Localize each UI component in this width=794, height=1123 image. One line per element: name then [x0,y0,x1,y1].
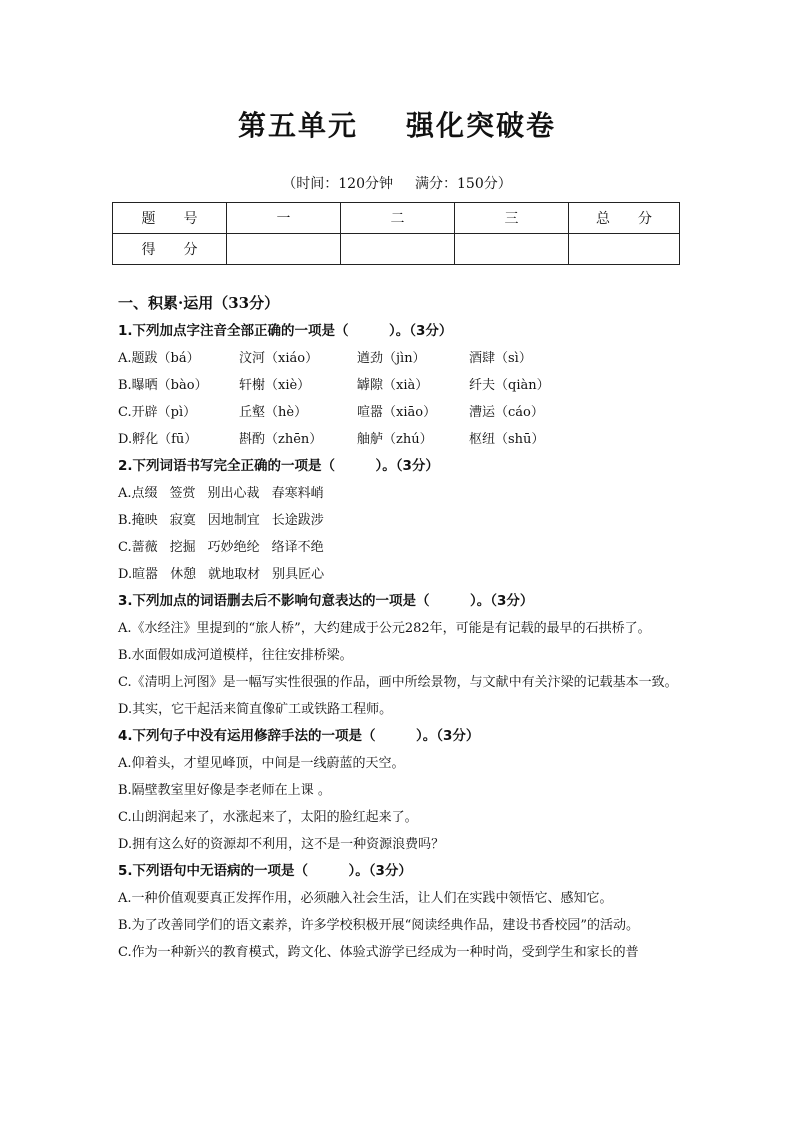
question-3-stem: 3.下列加点的词语删去后不影响句意表达的一项是（ ）。（3分） [118,593,534,609]
option-word: 签赏 [169,486,196,501]
exam-info [0,173,794,193]
header-cell-part-2: 二 [341,203,455,234]
full-score: 满分：150分 [415,176,498,192]
question-1-stem: 1.下列加点字注音全部正确的一项是（ ）。（3分） [118,323,453,339]
option-word: D.暄嚣 [118,567,159,582]
question-5-option-b[interactable]: B.为了改善同学们的语文素养，许多学校积极开展“阅读经典作品，建设书香校园”的活动。 [118,918,639,933]
option-word: 别具匠心 [272,567,325,582]
question-4-option-c[interactable]: C.山朗润起来了，水涨起来了，太阳的脸红起来了。 [118,810,418,825]
option-word: 络译不绝 [271,540,324,555]
question-1-option-a[interactable] [118,345,684,372]
header-cell-part-1: 一 [227,203,341,234]
option-word: C.开辟（pì） [118,405,197,420]
option-word: 就地取材 [208,567,261,582]
option-word: 漕运（cáo） [469,405,544,420]
score-table-score-row [113,234,680,265]
option-word: D.孵化（fū） [118,432,198,447]
option-word: 轩榭（xiè） [239,378,311,393]
option-word: 斟酌（zhēn） [239,432,323,447]
header-cell-total: 总 分 [569,203,680,234]
question-5-option-c[interactable]: C.作为一种新兴的教育模式，跨文化、体验式游学已经成为一种时尚，受到学生和家长的普 [118,945,639,960]
section-heading: 一、积累·运用（33分） [118,294,280,312]
score-cell-part-1[interactable] [227,234,341,265]
option-word: 汶河（xiáo） [239,351,319,366]
option-word: 巧妙绝纶 [207,540,260,555]
question-2-option-a[interactable] [118,480,684,507]
question-5-stem: 5.下列语句中无语病的一项是（ ）。（3分） [118,863,412,879]
score-table-header-row [113,203,680,234]
option-word: 遒劲（jìn） [357,351,426,366]
header-cell-question-number: 题 号 [113,203,227,234]
paren-open: （ [282,176,297,192]
option-word: 寂寞 [169,513,196,528]
option-word: 枢纽（shū） [469,432,545,447]
time-limit: 时间：120分钟 [296,176,393,192]
question-3-option-b[interactable]: B.水面假如成河道模样，往往安排桥梁。 [118,648,353,663]
title-unit: 第五单元 [237,109,358,142]
option-word: 别出心裁 [207,486,260,501]
title-name: 强化突破卷 [406,109,557,142]
question-4-option-b[interactable]: B.隔壁教室里好像是李老师在上课 。 [118,783,331,798]
question-1-option-b[interactable] [118,372,684,399]
option-word: 酒肆（sì） [469,351,532,366]
question-2-stem: 2.下列词语书写完全正确的一项是（ ）。（3分） [118,458,439,474]
question-3-option-d[interactable]: D.其实，它干起活来简直像矿工或铁路工程师。 [118,702,393,717]
option-word: 休憩 [170,567,197,582]
option-word: 挖掘 [169,540,196,555]
question-4-stem: 4.下列句子中没有运用修辞手法的一项是（ ）。（3分） [118,728,480,744]
question-1-option-d[interactable] [118,426,684,453]
question-3-option-a[interactable]: A.《水经注》里提到的“旅人桥”，大约建成于公元282年，可能是有记载的最早的石拱桥了。 [118,621,651,636]
question-1-option-c[interactable] [118,399,684,426]
paren-close: ） [497,176,512,192]
score-cell-total[interactable] [569,234,680,265]
score-table [112,202,680,265]
question-4-option-d[interactable]: D.拥有这么好的资源却不利用，这不是一种资源浪费吗？ [118,837,445,852]
option-word: A.题跋（bá） [118,351,200,366]
score-row-label: 得 分 [113,234,227,265]
question-3-option-c[interactable]: C.《清明上河图》是一幅写实性很强的作品，画中所绘景物，与文献中有关汴梁的记载基本一致。 [118,675,678,690]
option-word: 春寒料峭 [271,486,324,501]
option-word: 因地制宜 [207,513,260,528]
question-2-option-d[interactable] [118,561,684,588]
exam-content [118,288,684,966]
option-word: 喧嚣（xiāo） [357,405,437,420]
score-cell-part-3[interactable] [455,234,569,265]
question-4-option-a[interactable]: A.仰着头，才望见峰顶，中间是一线蔚蓝的天空。 [118,756,405,771]
page-title [0,104,794,144]
score-cell-part-2[interactable] [341,234,455,265]
option-word: A.点缀 [118,486,158,501]
option-word: C.蔷薇 [118,540,158,555]
option-word: 罅隙（xià） [357,378,429,393]
option-word: 舳舻（zhú） [357,432,433,447]
question-2-option-c[interactable] [118,534,684,561]
option-word: 丘壑（hè） [239,405,308,420]
option-word: 长途跋涉 [271,513,324,528]
option-word: B.曝晒（bào） [118,378,208,393]
option-word: 纤夫（qiàn） [469,378,550,393]
question-2-option-b[interactable] [118,507,684,534]
header-cell-part-3: 三 [455,203,569,234]
question-5-option-a[interactable]: A.一种价值观要真正发挥作用，必须融入社会生活，让人们在实践中领悟它、感知它。 [118,891,613,906]
option-word: B.掩映 [118,513,158,528]
